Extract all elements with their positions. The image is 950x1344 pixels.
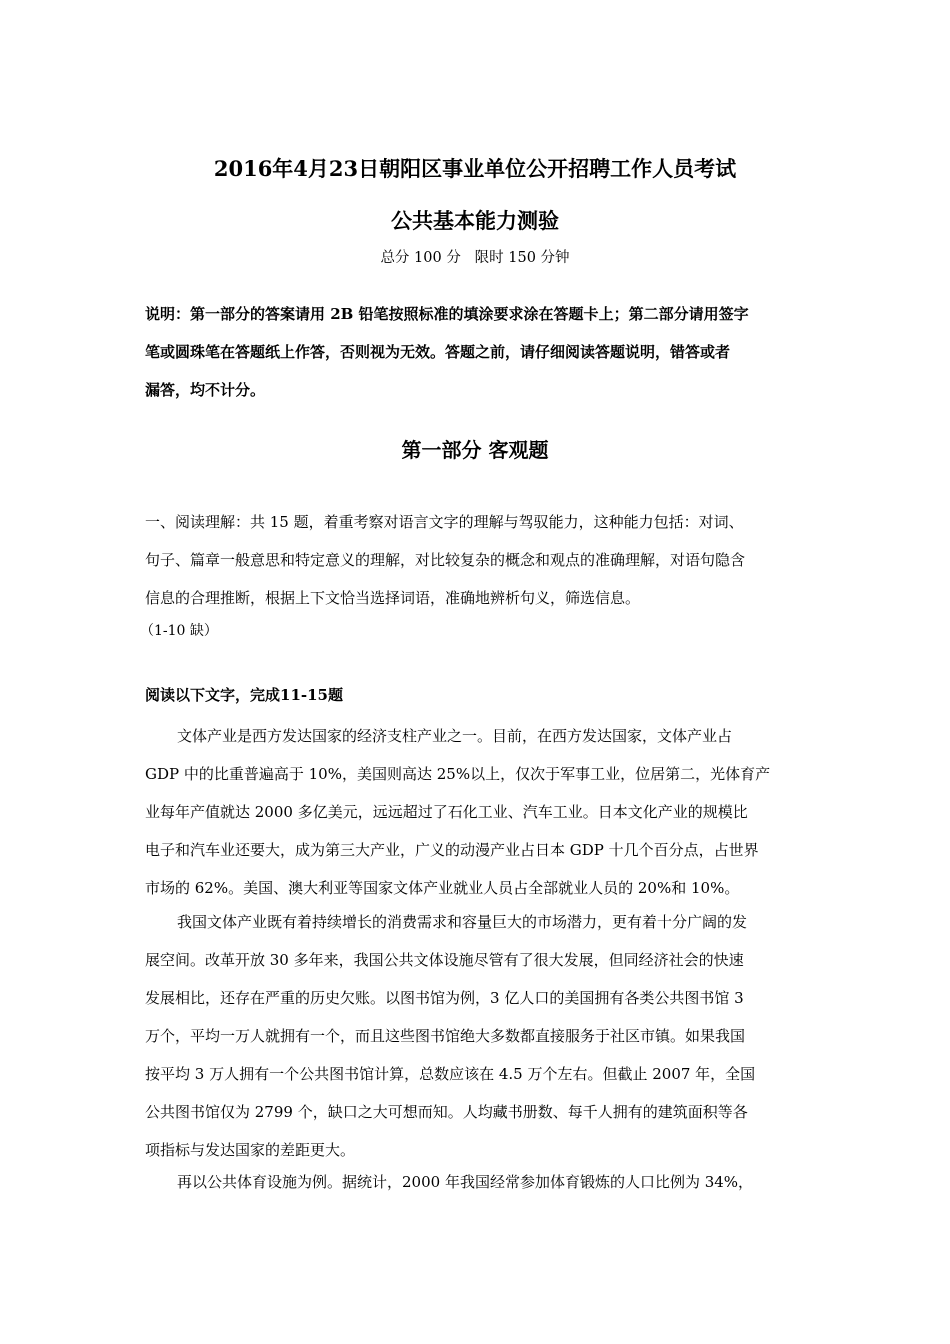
instructions-block — [145, 295, 809, 409]
instructions-line: 说明：第一部分的答案请用 2B 铅笔按照标准的填涂要求涂在答题卡上；第二部分请用签字 — [145, 305, 749, 323]
paragraph-line: 按平均 3 万人拥有一个公共图书馆计算，总数应该在 4.5 万个左右。但截止 2007 年，全国 — [145, 1065, 756, 1083]
section-title: 第一部分 客观题 — [401, 438, 549, 462]
intro-line: 句子、篇章一般意思和特定意义的理解，对比较复杂的概念和观点的准确理解，对语句隐含 — [145, 551, 746, 569]
paragraph-3 — [145, 1163, 809, 1201]
instructions-line: 笔或圆珠笔在答题纸上作答，否则视为无效。答题之前，请仔细阅读答题说明，错答或者 — [145, 343, 731, 361]
intro-line: 信息的合理推断，根据上下文恰当选择词语，准确地辨析句义，筛选信息。 — [145, 589, 641, 607]
paragraph-line: 万个，平均一万人就拥有一个，而且这些图书馆绝大多数都直接服务于社区市镇。如果我国 — [145, 1027, 746, 1045]
paragraph-line: 发展相比，还存在严重的历史欠账。以图书馆为例，3 亿人口的美国拥有各类公共图书馆 3 — [145, 989, 744, 1007]
paragraph-line: 公共图书馆仅为 2799 个，缺口之大可想而知。人均藏书册数、每千人拥有的建筑面积等各 — [145, 1103, 748, 1121]
instructions-line: 漏答，均不计分。 — [145, 381, 266, 399]
paragraph-2 — [145, 903, 809, 1169]
paragraph-line: 电子和汽车业还要大，成为第三大产业，广义的动漫产业占日本 GDP 十几个百分点，占世界 — [145, 841, 759, 859]
paragraph-line: 市场的 62%。美国、澳大利亚等国家文体产业就业人员占全部就业人员的 20%和 10%。 — [145, 879, 740, 897]
paragraph-line: 再以公共体育设施为例。据统计，2000 年我国经常参加体育锻炼的人口比例为 34%， — [177, 1173, 754, 1191]
paragraph-line: 展空间。改革开放 30 多年来，我国公共文体设施尽管有了很大发展，但同经济社会的快速 — [145, 951, 744, 969]
exam-title: 2016年4月23日朝阳区事业单位公开招聘工作人员考试 — [213, 156, 737, 181]
paragraph-line: GDP 中的比重普遍高于 10%，美国则高达 25%以上，仅次于军事工业，位居第二，光体育产 — [145, 765, 771, 783]
paragraph-line: 项指标与发达国家的差距更大。 — [145, 1141, 356, 1159]
reading-intro — [145, 503, 809, 617]
paragraph-1 — [145, 717, 809, 907]
paragraph-line: 业每年产值就达 2000 多亿美元，远远超过了石化工业、汽车工业。日本文化产业的规模比 — [145, 803, 748, 821]
missing-note: （1-10 缺） — [140, 623, 218, 639]
exam-subtitle: 公共基本能力测验 — [391, 208, 559, 233]
passage-heading: 阅读以下文字，完成11-15题 — [145, 686, 343, 704]
paragraph-line: 我国文体产业既有着持续增长的消费需求和容量巨大的市场潜力，更有着十分广阔的发 — [177, 913, 748, 931]
score-time-info: 总分 100 分 限时 150 分钟 — [380, 250, 570, 266]
paragraph-line: 文体产业是西方发达国家的经济支柱产业之一。目前，在西方发达国家，文体产业占 — [177, 727, 733, 745]
intro-line: 一、阅读理解：共 15 题，着重考察对语言文字的理解与驾驭能力，这种能力包括：对词、 — [145, 513, 744, 531]
